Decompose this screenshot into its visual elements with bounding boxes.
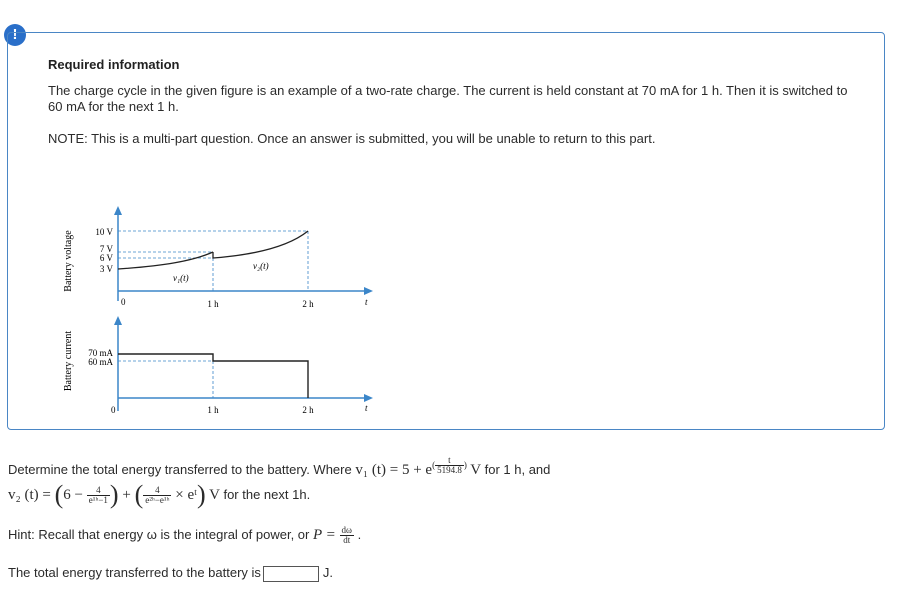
v1-label: v₁(t) — [173, 273, 189, 283]
info-text: The charge cycle in the given figure is an example of a two-rate charge. The current is held constant at 70 mA for 1 h. Then it is switched to 60 mA for the next 1 h. — [48, 83, 848, 114]
energy-answer-input[interactable] — [263, 566, 319, 582]
v2-plus: + — [122, 487, 131, 503]
v2-frac2-num: 4 — [143, 486, 171, 496]
answer-label: The total energy transferred to the battery is — [8, 565, 261, 580]
tick-7v: 7 V — [99, 244, 113, 254]
v2-suffix: for the next 1h. — [223, 487, 311, 502]
v2-unit: V — [209, 487, 220, 503]
question-line-2 — [8, 480, 310, 510]
info-note: NOTE: This is a multi-part question. Once an answer is submitted, you will be unable to return to this part. — [48, 131, 656, 146]
v2-term1: 6 − — [63, 487, 83, 503]
v1-equation: v₁ $(t) = 5 + e^{( \frac{t}{5194.8} )}$ V — [355, 455, 481, 478]
hint-eq-den: dt — [343, 535, 351, 545]
info-title: Required information — [48, 57, 180, 72]
hint-text: Hint: Recall that energy ω is the integral of power, or — [8, 526, 310, 542]
v1-unit: V — [470, 462, 481, 478]
voltage-y-arrow — [114, 206, 122, 215]
voltage-axis-label: Battery voltage — [63, 230, 74, 292]
v2-equation: v₂ (t) = (6 − $\frac{4}{\text{e¹ʰ−1}}$ ) + ( $\frac{4}{\text{e²ʰ−e¹ʰ}}$ × eᵗ) V — [8, 480, 220, 509]
tick-10v: 10 V — [95, 227, 113, 237]
tick-1h-current: 1 h — [207, 405, 219, 415]
answer-line — [8, 565, 333, 582]
v2-label: v₂(t) — [253, 261, 269, 271]
tick-2h-voltage: 2 h — [302, 299, 314, 309]
tick-2h-current: 2 h — [302, 405, 314, 415]
origin-0-current: 0 — [111, 405, 116, 415]
v2-frac1-den: e¹ʰ−1 — [88, 495, 108, 506]
alert-icon: ! — [4, 24, 26, 46]
hint-eq-lhs: P = — [312, 526, 336, 543]
v1-exp-num: t — [435, 456, 464, 466]
v1-lhs: v₁ (t) = 5 + e — [355, 462, 433, 478]
v1-exp-den: 5194.8 — [437, 465, 462, 476]
time-var-voltage: t — [365, 297, 368, 307]
v2-term2: × eᵗ — [175, 487, 197, 503]
hint-period: . — [357, 526, 362, 542]
current-axis-label: Battery current — [63, 330, 74, 392]
v1-curve — [118, 252, 213, 269]
v2-lhs: v₂ (t) = — [8, 487, 51, 503]
origin-0-voltage: 0 — [121, 297, 126, 307]
current-time-arrow — [364, 394, 373, 402]
required-information-panel — [7, 32, 885, 430]
v2-frac2-den: e²ʰ−e¹ʰ — [145, 495, 170, 506]
question-line-1 — [8, 456, 550, 479]
time-var-current: t — [365, 403, 368, 413]
v2-frac1-num: 4 — [87, 486, 110, 496]
tick-6v: 6 V — [99, 253, 113, 263]
tick-1h-voltage: 1 h — [207, 299, 219, 309]
hint-eq-num: dω — [341, 525, 352, 535]
answer-unit: J. — [322, 565, 334, 580]
tick-60ma: 60 mA — [88, 357, 113, 367]
v1-suffix: for 1 h, and — [484, 462, 551, 477]
question-prefix: Determine the total energy transferred to the battery. Where — [8, 462, 352, 477]
current-y-arrow — [114, 316, 122, 325]
voltage-time-arrow — [364, 287, 373, 295]
tick-3v: 3 V — [99, 264, 113, 274]
tick-70ma: 70 mA — [88, 348, 113, 358]
hint-line — [8, 526, 361, 545]
charge-cycle-diagram — [53, 173, 393, 423]
v2-curve — [213, 231, 308, 258]
charge-cycle-figure — [53, 173, 393, 428]
